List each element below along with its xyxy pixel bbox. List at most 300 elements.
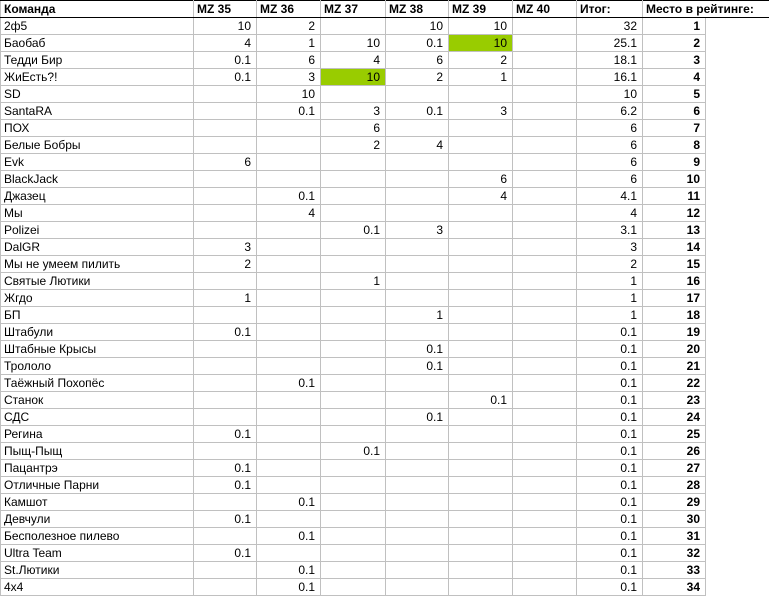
score-cell[interactable]: 0.1 bbox=[449, 392, 513, 409]
total-cell[interactable]: 3 bbox=[577, 239, 643, 256]
team-name-cell[interactable]: Регина bbox=[1, 426, 194, 443]
team-name-cell[interactable]: Штабные Крысы bbox=[1, 341, 194, 358]
column-header-place[interactable]: Место в рейтинге: bbox=[643, 1, 769, 18]
score-cell[interactable]: 0.1 bbox=[257, 103, 321, 120]
place-cell[interactable]: 5 bbox=[643, 86, 706, 103]
score-cell[interactable] bbox=[321, 562, 386, 579]
score-cell[interactable]: 10 bbox=[321, 35, 386, 52]
column-header-team[interactable]: Команда bbox=[1, 1, 194, 18]
place-cell[interactable]: 15 bbox=[643, 256, 706, 273]
score-cell[interactable] bbox=[321, 171, 386, 188]
total-cell[interactable]: 0.1 bbox=[577, 443, 643, 460]
score-cell[interactable] bbox=[386, 171, 449, 188]
score-cell[interactable] bbox=[257, 307, 321, 324]
score-cell[interactable] bbox=[194, 375, 257, 392]
team-name-cell[interactable]: Белые Бобры bbox=[1, 137, 194, 154]
column-header-mz-35[interactable]: MZ 35 bbox=[194, 1, 257, 18]
team-name-cell[interactable]: Джазец bbox=[1, 188, 194, 205]
place-cell[interactable]: 20 bbox=[643, 341, 706, 358]
score-cell[interactable] bbox=[257, 137, 321, 154]
score-cell[interactable] bbox=[321, 205, 386, 222]
column-header-mz-39[interactable]: MZ 39 bbox=[449, 1, 513, 18]
score-cell[interactable] bbox=[194, 188, 257, 205]
total-cell[interactable]: 0.1 bbox=[577, 375, 643, 392]
score-cell[interactable] bbox=[321, 392, 386, 409]
score-cell[interactable]: 0.1 bbox=[386, 103, 449, 120]
score-cell[interactable]: 1 bbox=[321, 273, 386, 290]
score-cell[interactable] bbox=[321, 477, 386, 494]
team-name-cell[interactable]: Ultra Team bbox=[1, 545, 194, 562]
score-cell[interactable] bbox=[194, 307, 257, 324]
total-cell[interactable]: 0.1 bbox=[577, 341, 643, 358]
team-name-cell[interactable]: Жгдо bbox=[1, 290, 194, 307]
score-cell[interactable] bbox=[513, 154, 577, 171]
score-cell[interactable] bbox=[321, 545, 386, 562]
score-cell[interactable] bbox=[257, 341, 321, 358]
score-cell[interactable] bbox=[513, 358, 577, 375]
score-cell[interactable] bbox=[386, 477, 449, 494]
place-cell[interactable]: 14 bbox=[643, 239, 706, 256]
score-cell[interactable] bbox=[386, 443, 449, 460]
score-cell[interactable] bbox=[386, 511, 449, 528]
score-cell-highlighted[interactable]: 10 bbox=[321, 69, 386, 86]
team-name-cell[interactable]: Пацантрэ bbox=[1, 460, 194, 477]
score-cell[interactable] bbox=[386, 239, 449, 256]
total-cell[interactable]: 18.1 bbox=[577, 52, 643, 69]
score-cell[interactable] bbox=[513, 188, 577, 205]
total-cell[interactable]: 0.1 bbox=[577, 426, 643, 443]
team-name-cell[interactable]: 4x4 bbox=[1, 579, 194, 596]
score-cell[interactable] bbox=[513, 528, 577, 545]
team-name-cell[interactable]: Evk bbox=[1, 154, 194, 171]
score-cell[interactable] bbox=[449, 460, 513, 477]
score-cell[interactable] bbox=[513, 52, 577, 69]
score-cell[interactable] bbox=[513, 307, 577, 324]
score-cell[interactable] bbox=[449, 307, 513, 324]
place-cell[interactable]: 27 bbox=[643, 460, 706, 477]
score-cell[interactable] bbox=[321, 528, 386, 545]
score-cell[interactable] bbox=[386, 324, 449, 341]
score-cell[interactable] bbox=[257, 222, 321, 239]
score-cell[interactable] bbox=[513, 341, 577, 358]
total-cell[interactable]: 1 bbox=[577, 290, 643, 307]
score-cell[interactable] bbox=[513, 239, 577, 256]
score-cell[interactable] bbox=[194, 562, 257, 579]
total-cell[interactable]: 32 bbox=[577, 18, 643, 35]
place-cell[interactable]: 21 bbox=[643, 358, 706, 375]
column-header-total[interactable]: Итог: bbox=[577, 1, 643, 18]
column-header-mz-36[interactable]: MZ 36 bbox=[257, 1, 321, 18]
place-cell[interactable]: 2 bbox=[643, 35, 706, 52]
place-cell[interactable]: 7 bbox=[643, 120, 706, 137]
team-name-cell[interactable]: Девчули bbox=[1, 511, 194, 528]
score-cell[interactable]: 10 bbox=[386, 18, 449, 35]
place-cell[interactable]: 19 bbox=[643, 324, 706, 341]
score-cell[interactable] bbox=[449, 426, 513, 443]
total-cell[interactable]: 4.1 bbox=[577, 188, 643, 205]
score-cell[interactable] bbox=[321, 188, 386, 205]
score-cell[interactable]: 6 bbox=[194, 154, 257, 171]
score-cell[interactable] bbox=[449, 477, 513, 494]
place-cell[interactable]: 13 bbox=[643, 222, 706, 239]
score-cell[interactable] bbox=[194, 494, 257, 511]
score-cell[interactable]: 6 bbox=[321, 120, 386, 137]
score-cell[interactable]: 2 bbox=[194, 256, 257, 273]
score-cell[interactable]: 3 bbox=[386, 222, 449, 239]
score-cell[interactable]: 2 bbox=[449, 52, 513, 69]
score-cell[interactable]: 0.1 bbox=[194, 52, 257, 69]
team-name-cell[interactable]: SD bbox=[1, 86, 194, 103]
score-cell[interactable]: 3 bbox=[449, 103, 513, 120]
team-name-cell[interactable]: 2ф5 bbox=[1, 18, 194, 35]
score-cell[interactable] bbox=[449, 137, 513, 154]
score-cell[interactable] bbox=[449, 562, 513, 579]
score-cell[interactable] bbox=[257, 171, 321, 188]
score-cell[interactable] bbox=[513, 562, 577, 579]
team-name-cell[interactable]: Бесполезное пилево bbox=[1, 528, 194, 545]
score-cell[interactable] bbox=[449, 256, 513, 273]
score-cell[interactable] bbox=[513, 375, 577, 392]
score-cell[interactable] bbox=[321, 579, 386, 596]
score-cell[interactable] bbox=[321, 375, 386, 392]
team-name-cell[interactable]: Баобаб bbox=[1, 35, 194, 52]
score-cell[interactable] bbox=[513, 579, 577, 596]
score-cell[interactable]: 6 bbox=[257, 52, 321, 69]
score-cell[interactable] bbox=[194, 443, 257, 460]
team-name-cell[interactable]: Отличные Парни bbox=[1, 477, 194, 494]
score-cell[interactable] bbox=[194, 392, 257, 409]
score-cell[interactable] bbox=[513, 256, 577, 273]
score-cell[interactable] bbox=[449, 341, 513, 358]
place-cell[interactable]: 26 bbox=[643, 443, 706, 460]
score-cell[interactable] bbox=[386, 392, 449, 409]
score-cell[interactable] bbox=[321, 239, 386, 256]
total-cell[interactable]: 0.1 bbox=[577, 562, 643, 579]
score-cell[interactable] bbox=[257, 511, 321, 528]
score-cell[interactable] bbox=[257, 358, 321, 375]
score-cell[interactable]: 0.1 bbox=[257, 494, 321, 511]
team-name-cell[interactable]: Мы bbox=[1, 205, 194, 222]
score-cell[interactable] bbox=[449, 290, 513, 307]
team-name-cell[interactable]: BlackJack bbox=[1, 171, 194, 188]
place-cell[interactable]: 9 bbox=[643, 154, 706, 171]
score-cell[interactable] bbox=[449, 205, 513, 222]
score-cell[interactable] bbox=[513, 69, 577, 86]
score-cell[interactable] bbox=[513, 460, 577, 477]
score-cell[interactable] bbox=[513, 222, 577, 239]
score-cell[interactable]: 0.1 bbox=[321, 222, 386, 239]
total-cell[interactable]: 2 bbox=[577, 256, 643, 273]
total-cell[interactable]: 0.1 bbox=[577, 511, 643, 528]
score-cell[interactable] bbox=[257, 426, 321, 443]
place-cell[interactable]: 33 bbox=[643, 562, 706, 579]
score-cell[interactable] bbox=[321, 460, 386, 477]
total-cell[interactable]: 6.2 bbox=[577, 103, 643, 120]
place-cell[interactable]: 12 bbox=[643, 205, 706, 222]
score-cell[interactable]: 4 bbox=[321, 52, 386, 69]
place-cell[interactable]: 10 bbox=[643, 171, 706, 188]
score-cell[interactable] bbox=[194, 341, 257, 358]
total-cell[interactable]: 0.1 bbox=[577, 392, 643, 409]
score-cell[interactable] bbox=[194, 205, 257, 222]
score-cell[interactable]: 1 bbox=[194, 290, 257, 307]
total-cell[interactable]: 6 bbox=[577, 137, 643, 154]
score-cell[interactable] bbox=[194, 273, 257, 290]
score-cell[interactable] bbox=[386, 579, 449, 596]
score-cell[interactable]: 0.1 bbox=[386, 35, 449, 52]
total-cell[interactable]: 0.1 bbox=[577, 358, 643, 375]
score-cell[interactable]: 0.1 bbox=[194, 324, 257, 341]
score-cell[interactable] bbox=[386, 273, 449, 290]
place-cell[interactable]: 34 bbox=[643, 579, 706, 596]
score-cell[interactable] bbox=[386, 562, 449, 579]
score-cell[interactable]: 0.1 bbox=[257, 579, 321, 596]
score-cell[interactable] bbox=[513, 103, 577, 120]
score-cell[interactable]: 4 bbox=[386, 137, 449, 154]
total-cell[interactable]: 4 bbox=[577, 205, 643, 222]
column-header-mz-38[interactable]: MZ 38 bbox=[386, 1, 449, 18]
score-cell[interactable] bbox=[513, 511, 577, 528]
score-cell[interactable]: 0.1 bbox=[257, 188, 321, 205]
score-cell[interactable]: 6 bbox=[386, 52, 449, 69]
team-name-cell[interactable]: Таёжный Похопёс bbox=[1, 375, 194, 392]
score-cell[interactable] bbox=[513, 426, 577, 443]
score-cell[interactable] bbox=[194, 171, 257, 188]
team-name-cell[interactable]: БП bbox=[1, 307, 194, 324]
score-cell[interactable] bbox=[449, 154, 513, 171]
place-cell[interactable]: 11 bbox=[643, 188, 706, 205]
place-cell[interactable]: 32 bbox=[643, 545, 706, 562]
team-name-cell[interactable]: DalGR bbox=[1, 239, 194, 256]
score-cell[interactable] bbox=[513, 120, 577, 137]
total-cell[interactable]: 3.1 bbox=[577, 222, 643, 239]
score-cell[interactable]: 0.1 bbox=[194, 69, 257, 86]
place-cell[interactable]: 25 bbox=[643, 426, 706, 443]
score-cell[interactable]: 0.1 bbox=[257, 375, 321, 392]
place-cell[interactable]: 18 bbox=[643, 307, 706, 324]
score-cell[interactable] bbox=[321, 409, 386, 426]
score-cell[interactable] bbox=[321, 426, 386, 443]
score-cell[interactable] bbox=[257, 324, 321, 341]
team-name-cell[interactable]: Тедди Бир bbox=[1, 52, 194, 69]
total-cell[interactable]: 0.1 bbox=[577, 528, 643, 545]
total-cell[interactable]: 0.1 bbox=[577, 579, 643, 596]
team-name-cell[interactable]: ЖиЕсть?! bbox=[1, 69, 194, 86]
score-cell[interactable] bbox=[449, 375, 513, 392]
place-cell[interactable]: 31 bbox=[643, 528, 706, 545]
place-cell[interactable]: 30 bbox=[643, 511, 706, 528]
score-cell[interactable] bbox=[257, 239, 321, 256]
column-header-mz-37[interactable]: MZ 37 bbox=[321, 1, 386, 18]
score-cell[interactable]: 0.1 bbox=[257, 528, 321, 545]
score-cell[interactable] bbox=[386, 494, 449, 511]
score-cell[interactable] bbox=[449, 120, 513, 137]
score-cell[interactable] bbox=[513, 18, 577, 35]
team-name-cell[interactable]: St.Лютики bbox=[1, 562, 194, 579]
score-cell[interactable]: 1 bbox=[386, 307, 449, 324]
score-cell[interactable] bbox=[513, 273, 577, 290]
score-cell[interactable] bbox=[257, 443, 321, 460]
score-cell[interactable] bbox=[321, 290, 386, 307]
score-cell[interactable] bbox=[194, 358, 257, 375]
total-cell[interactable]: 0.1 bbox=[577, 477, 643, 494]
score-cell[interactable]: 0.1 bbox=[194, 477, 257, 494]
score-cell[interactable] bbox=[194, 120, 257, 137]
score-cell[interactable]: 10 bbox=[257, 86, 321, 103]
team-name-cell[interactable]: Polizei bbox=[1, 222, 194, 239]
score-cell[interactable] bbox=[386, 188, 449, 205]
score-cell[interactable] bbox=[194, 409, 257, 426]
column-header-mz-40[interactable]: MZ 40 bbox=[513, 1, 577, 18]
total-cell[interactable]: 6 bbox=[577, 154, 643, 171]
score-cell[interactable]: 3 bbox=[194, 239, 257, 256]
score-cell[interactable] bbox=[449, 494, 513, 511]
score-cell[interactable] bbox=[513, 477, 577, 494]
team-name-cell[interactable]: Мы не умеем пилить bbox=[1, 256, 194, 273]
score-cell[interactable]: 0.1 bbox=[386, 358, 449, 375]
score-cell[interactable] bbox=[386, 120, 449, 137]
score-cell[interactable] bbox=[449, 545, 513, 562]
total-cell[interactable]: 10 bbox=[577, 86, 643, 103]
score-cell[interactable] bbox=[513, 205, 577, 222]
score-cell[interactable]: 0.1 bbox=[194, 426, 257, 443]
score-cell[interactable] bbox=[513, 86, 577, 103]
team-name-cell[interactable]: Станок bbox=[1, 392, 194, 409]
score-cell[interactable]: 3 bbox=[257, 69, 321, 86]
score-cell[interactable]: 3 bbox=[321, 103, 386, 120]
place-cell[interactable]: 16 bbox=[643, 273, 706, 290]
place-cell[interactable]: 22 bbox=[643, 375, 706, 392]
score-cell[interactable] bbox=[513, 443, 577, 460]
score-cell[interactable] bbox=[257, 409, 321, 426]
score-cell[interactable] bbox=[321, 307, 386, 324]
score-cell[interactable] bbox=[449, 528, 513, 545]
score-cell[interactable] bbox=[513, 171, 577, 188]
team-name-cell[interactable]: Трололо bbox=[1, 358, 194, 375]
score-cell[interactable] bbox=[449, 409, 513, 426]
place-cell[interactable]: 4 bbox=[643, 69, 706, 86]
score-cell[interactable] bbox=[449, 86, 513, 103]
total-cell[interactable]: 6 bbox=[577, 120, 643, 137]
score-cell[interactable] bbox=[257, 273, 321, 290]
score-cell[interactable] bbox=[386, 86, 449, 103]
score-cell[interactable] bbox=[257, 290, 321, 307]
score-cell[interactable] bbox=[386, 528, 449, 545]
place-cell[interactable]: 29 bbox=[643, 494, 706, 511]
team-name-cell[interactable]: ПОХ bbox=[1, 120, 194, 137]
score-cell[interactable]: 0.1 bbox=[321, 443, 386, 460]
score-cell[interactable] bbox=[321, 341, 386, 358]
total-cell[interactable]: 16.1 bbox=[577, 69, 643, 86]
score-cell[interactable]: 0.1 bbox=[386, 409, 449, 426]
score-cell[interactable] bbox=[257, 460, 321, 477]
total-cell[interactable]: 1 bbox=[577, 273, 643, 290]
score-cell[interactable]: 0.1 bbox=[194, 545, 257, 562]
score-cell[interactable] bbox=[257, 256, 321, 273]
score-cell[interactable] bbox=[513, 290, 577, 307]
score-cell-highlighted[interactable]: 10 bbox=[449, 35, 513, 52]
score-cell[interactable] bbox=[321, 154, 386, 171]
score-cell[interactable] bbox=[321, 494, 386, 511]
score-cell[interactable] bbox=[449, 273, 513, 290]
score-cell[interactable] bbox=[194, 137, 257, 154]
total-cell[interactable]: 25.1 bbox=[577, 35, 643, 52]
score-cell[interactable] bbox=[513, 494, 577, 511]
score-cell[interactable] bbox=[449, 324, 513, 341]
score-cell[interactable] bbox=[386, 154, 449, 171]
score-cell[interactable]: 4 bbox=[449, 188, 513, 205]
score-cell[interactable] bbox=[386, 426, 449, 443]
score-cell[interactable] bbox=[386, 375, 449, 392]
place-cell[interactable]: 17 bbox=[643, 290, 706, 307]
score-cell[interactable] bbox=[513, 545, 577, 562]
team-name-cell[interactable]: Штабули bbox=[1, 324, 194, 341]
score-cell[interactable] bbox=[449, 222, 513, 239]
total-cell[interactable]: 6 bbox=[577, 171, 643, 188]
total-cell[interactable]: 1 bbox=[577, 307, 643, 324]
team-name-cell[interactable]: СДС bbox=[1, 409, 194, 426]
score-cell[interactable] bbox=[386, 256, 449, 273]
score-cell[interactable]: 10 bbox=[449, 18, 513, 35]
score-cell[interactable]: 2 bbox=[386, 69, 449, 86]
score-cell[interactable] bbox=[321, 511, 386, 528]
score-cell[interactable]: 4 bbox=[194, 35, 257, 52]
score-cell[interactable] bbox=[513, 324, 577, 341]
score-cell[interactable] bbox=[321, 256, 386, 273]
score-cell[interactable] bbox=[194, 86, 257, 103]
total-cell[interactable]: 0.1 bbox=[577, 409, 643, 426]
score-cell[interactable] bbox=[257, 392, 321, 409]
score-cell[interactable] bbox=[321, 358, 386, 375]
team-name-cell[interactable]: SantaRA bbox=[1, 103, 194, 120]
score-cell[interactable]: 0.1 bbox=[386, 341, 449, 358]
score-cell[interactable]: 1 bbox=[449, 69, 513, 86]
score-cell[interactable]: 0.1 bbox=[257, 562, 321, 579]
score-cell[interactable] bbox=[449, 511, 513, 528]
score-cell[interactable] bbox=[386, 545, 449, 562]
score-cell[interactable]: 4 bbox=[257, 205, 321, 222]
total-cell[interactable]: 0.1 bbox=[577, 460, 643, 477]
total-cell[interactable]: 0.1 bbox=[577, 494, 643, 511]
score-cell[interactable] bbox=[257, 154, 321, 171]
score-cell[interactable] bbox=[321, 86, 386, 103]
score-cell[interactable]: 6 bbox=[449, 171, 513, 188]
place-cell[interactable]: 3 bbox=[643, 52, 706, 69]
score-cell[interactable]: 0.1 bbox=[194, 460, 257, 477]
score-cell[interactable] bbox=[257, 477, 321, 494]
score-cell[interactable] bbox=[513, 35, 577, 52]
score-cell[interactable] bbox=[194, 222, 257, 239]
score-cell[interactable] bbox=[321, 18, 386, 35]
place-cell[interactable]: 6 bbox=[643, 103, 706, 120]
total-cell[interactable]: 0.1 bbox=[577, 545, 643, 562]
score-cell[interactable]: 2 bbox=[257, 18, 321, 35]
score-cell[interactable] bbox=[321, 324, 386, 341]
score-cell[interactable] bbox=[449, 358, 513, 375]
score-cell[interactable] bbox=[386, 205, 449, 222]
score-cell[interactable] bbox=[449, 579, 513, 596]
place-cell[interactable]: 24 bbox=[643, 409, 706, 426]
place-cell[interactable]: 8 bbox=[643, 137, 706, 154]
place-cell[interactable]: 28 bbox=[643, 477, 706, 494]
score-cell[interactable] bbox=[449, 443, 513, 460]
score-cell[interactable] bbox=[194, 579, 257, 596]
score-cell[interactable] bbox=[513, 409, 577, 426]
score-cell[interactable] bbox=[386, 290, 449, 307]
place-cell[interactable]: 23 bbox=[643, 392, 706, 409]
score-cell[interactable] bbox=[257, 120, 321, 137]
score-cell[interactable] bbox=[194, 103, 257, 120]
